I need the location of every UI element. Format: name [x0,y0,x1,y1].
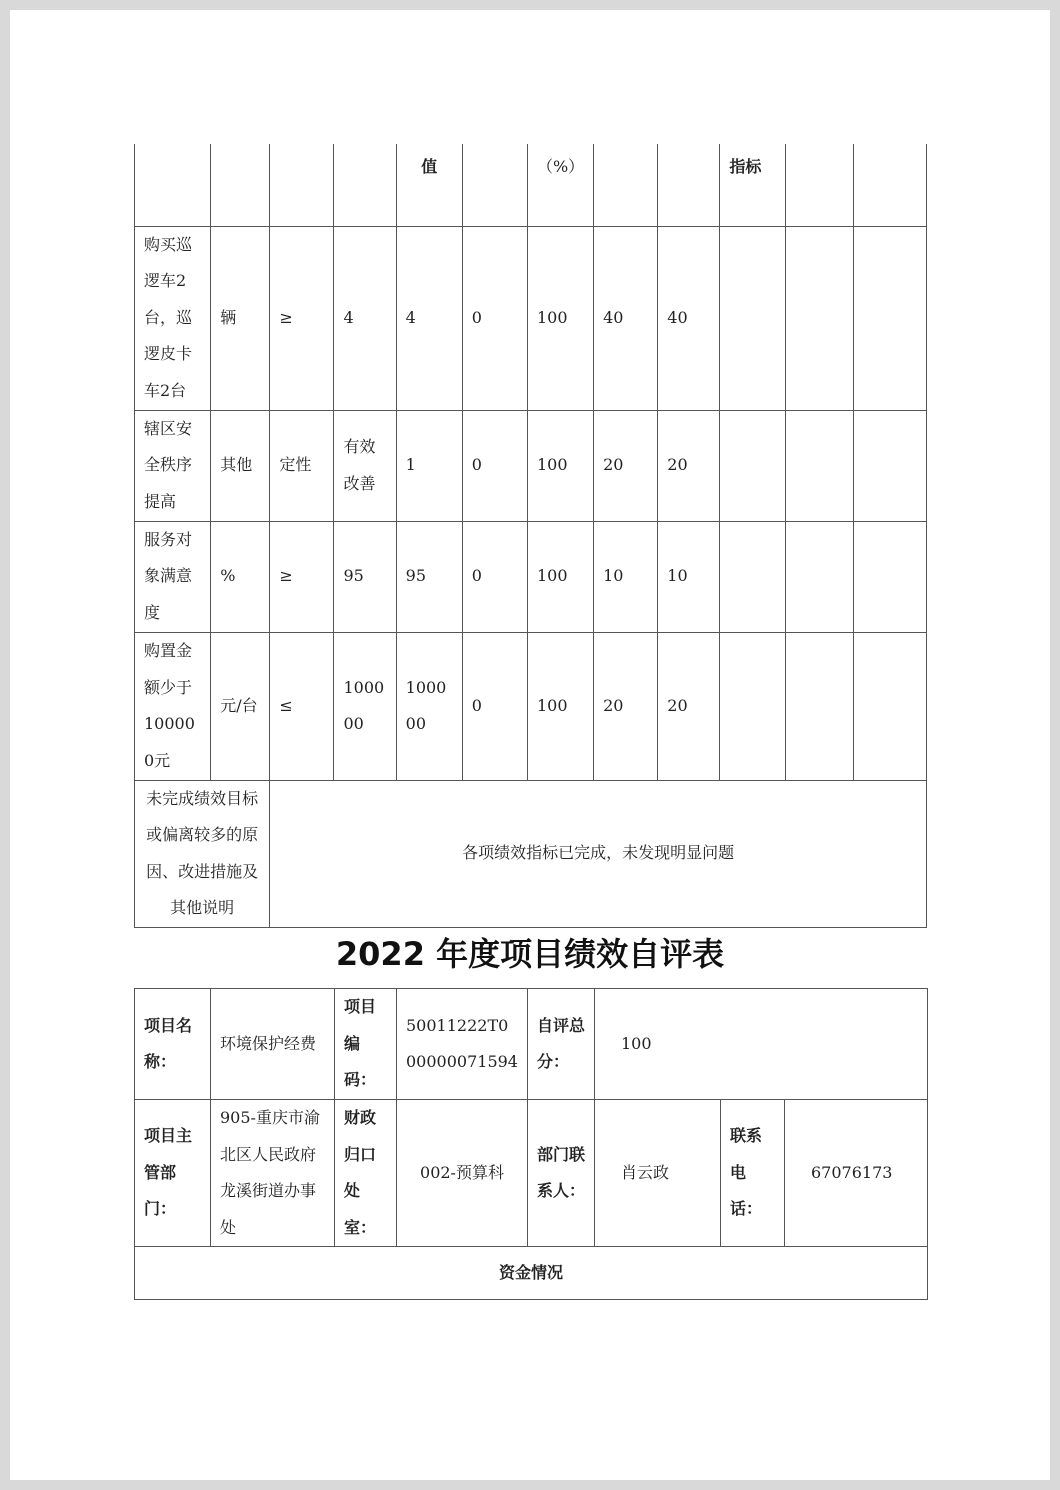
indicator-rate: 100 [527,521,593,632]
table-row [135,226,927,410]
indicator-unit: 辆 [211,226,270,410]
document-page [10,10,1050,1480]
form-title: 2022 年度项目绩效自评表 [335,935,725,973]
indicator-rate: 100 [527,632,593,780]
project-name-value: 环境保护经费 [211,989,335,1100]
indicator-deviation: 0 [462,410,527,521]
explanation-label: 未完成绩效目标或偏离较多的原因、改进措施及其他说明 [135,780,270,927]
table-row [135,410,927,521]
indicator-score: 20 [658,410,720,521]
table-row [135,521,927,632]
indicator-target: 有效改善 [334,410,396,521]
indicator-target: 95 [334,521,396,632]
indicator-actual: 95 [396,521,462,632]
header-indicator-fragment: 指标 [720,144,785,226]
performance-indicator-table [134,144,927,928]
header-value-fragment: 值 [396,144,462,226]
project-name-label: 项目名称： [135,989,211,1100]
indicator-name: 辖区安全秩序提高 [135,410,211,521]
indicator-weight: 20 [594,632,658,780]
dept-label: 项目主管部门： [135,1100,211,1247]
indicator-unit: 元/台 [211,632,270,780]
indicator-actual: 100000 [396,632,462,780]
funds-heading-row [135,1247,928,1300]
funds-heading: 资金情况 [135,1247,928,1300]
indicator-deviation: 0 [462,632,527,780]
indicator-score: 20 [658,632,720,780]
indicator-rate: 100 [527,226,593,410]
contact-value: 肖云政 [595,1100,721,1247]
project-basic-row [135,989,928,1100]
project-info-table [134,988,928,1300]
dept-value: 905-重庆市渝北区人民政府龙溪街道办事处 [211,1100,335,1247]
project-code-label: 项目编码： [335,989,397,1100]
indicator-deviation: 0 [462,521,527,632]
project-code-value: 50011222T000000071594 [397,989,528,1100]
explanation-row [135,780,927,927]
table-row [135,632,927,780]
indicator-score: 40 [658,226,720,410]
indicator-symbol: ≥ [270,226,334,410]
indicator-unit: 其他 [211,410,270,521]
indicator-actual: 4 [396,226,462,410]
explanation-text: 各项绩效指标已完成，未发现明显问题 [270,780,927,927]
phone-label: 联系电话： [721,1100,785,1247]
table-header-row [135,144,927,226]
indicator-weight: 40 [594,226,658,410]
finance-label: 财政归口处室： [335,1100,397,1247]
indicator-actual: 1 [396,410,462,521]
indicator-deviation: 0 [462,226,527,410]
indicator-rate: 100 [527,410,593,521]
indicator-weight: 20 [594,410,658,521]
indicator-symbol: ≤ [270,632,334,780]
indicator-weight: 10 [594,521,658,632]
indicator-target: 4 [334,226,396,410]
self-score-value: 100 [595,989,928,1100]
indicator-target: 100000 [334,632,396,780]
finance-value: 002-预算科 [397,1100,528,1247]
indicator-name: 服务对象满意度 [135,521,211,632]
phone-value: 67076173 [785,1100,928,1247]
header-percent-fragment: （%） [527,144,593,226]
indicator-symbol: 定性 [270,410,334,521]
indicator-score: 10 [658,521,720,632]
indicator-unit: % [211,521,270,632]
self-score-label: 自评总分： [528,989,595,1100]
contact-label: 部门联系人： [528,1100,595,1247]
project-dept-row [135,1100,928,1247]
indicator-symbol: ≥ [270,521,334,632]
indicator-name: 购置金额少于100000元 [135,632,211,780]
indicator-name: 购买巡逻车2台，巡逻皮卡车2台 [135,226,211,410]
